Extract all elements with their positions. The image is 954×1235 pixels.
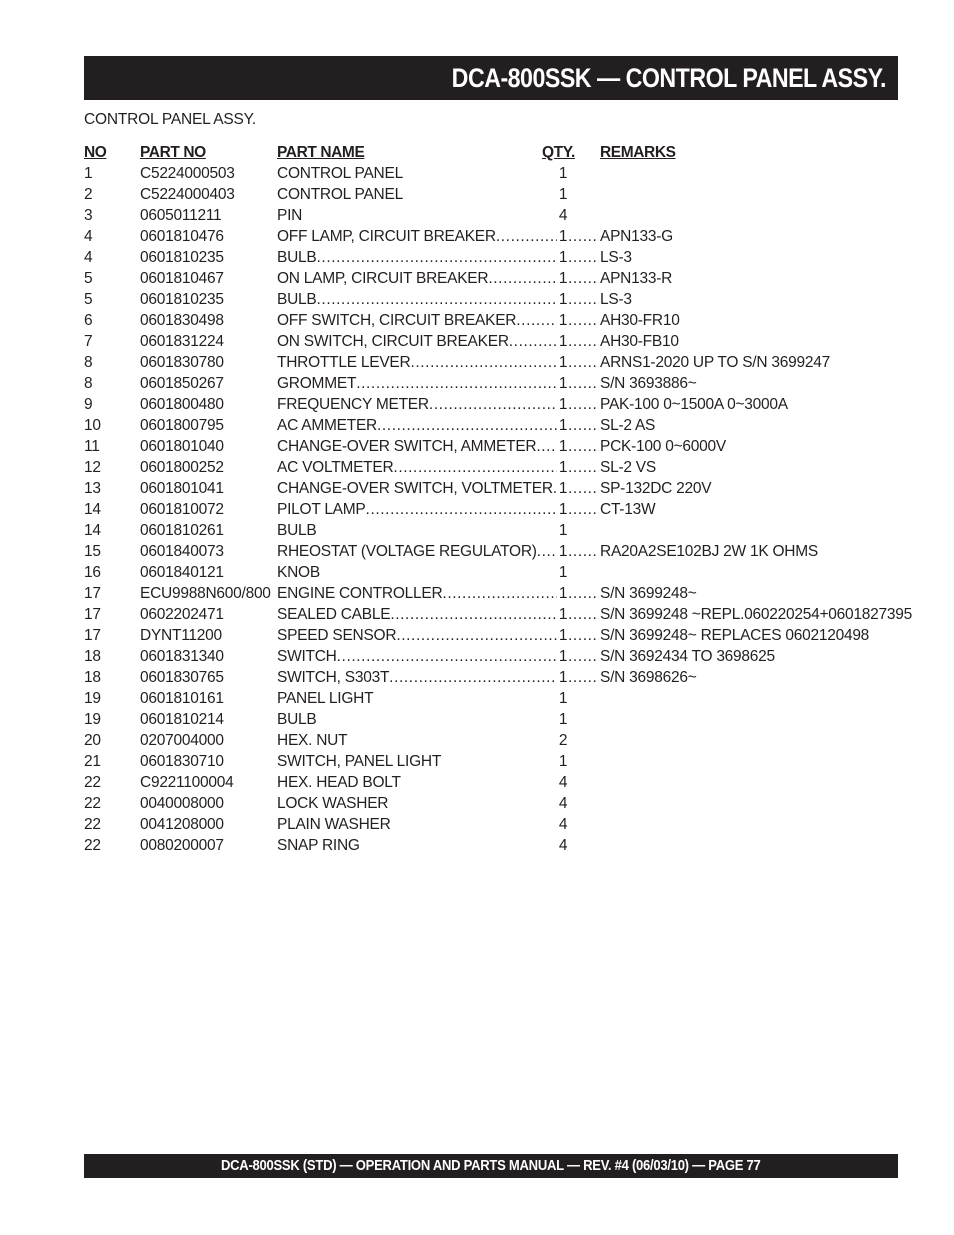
table-row (84, 772, 914, 793)
row-remarks: S/N 3699248~ (600, 585, 697, 602)
row-part-name-cell (277, 226, 557, 247)
page-title-bar (84, 56, 898, 100)
table-row (84, 520, 914, 541)
table-row (84, 751, 914, 772)
leader-dots (568, 415, 599, 436)
leader-dots (568, 436, 599, 457)
row-part-no: 0080200007 (140, 837, 224, 854)
row-no: 4 (84, 249, 93, 266)
row-no: 21 (84, 753, 101, 770)
row-part-name: SNAP RING (277, 837, 360, 854)
table-row (84, 730, 914, 751)
row-remarks: S/N 3699248 ~REPL.060220254+0601827395 (600, 606, 912, 623)
leader-dots (568, 625, 599, 646)
leader-dots (568, 247, 599, 268)
header-remarks: REMARKS (600, 144, 676, 161)
header-qty: QTY. (542, 144, 575, 161)
row-qty: 1 (558, 711, 568, 728)
row-part-name-cell (277, 163, 557, 184)
leader-dots (317, 247, 558, 268)
row-part-name-cell (277, 436, 557, 457)
row-part-no: 0601810467 (140, 270, 224, 287)
row-part-name-cell (277, 772, 557, 793)
header-part-name: PART NAME (277, 144, 365, 161)
row-qty: 1 (558, 480, 568, 497)
row-part-name-cell (277, 415, 557, 436)
leader-dots (568, 289, 599, 310)
row-no: 5 (84, 270, 93, 287)
row-part-name-cell (277, 646, 557, 667)
row-part-name-cell (277, 667, 557, 688)
row-part-no: 0601810214 (140, 711, 224, 728)
table-row (84, 625, 914, 646)
leader-dots (496, 226, 557, 247)
table-row (84, 583, 914, 604)
row-part-no: 0601810072 (140, 501, 224, 518)
table-row (84, 373, 914, 394)
row-no: 18 (84, 648, 101, 665)
section-heading: CONTROL PANEL ASSY. (84, 111, 256, 128)
row-part-name: PILOT LAMP (277, 501, 366, 518)
row-part-name: CHANGE-OVER SWITCH, VOLTMETER (277, 480, 553, 497)
row-part-name-cell (277, 625, 557, 646)
row-part-no: 0601801041 (140, 480, 224, 497)
row-qty: 1 (558, 354, 568, 371)
row-part-name-cell (277, 478, 557, 499)
row-part-name-cell (277, 205, 557, 226)
row-part-name: HEX. NUT (277, 732, 348, 749)
row-no: 19 (84, 690, 101, 707)
table-header-row (84, 142, 914, 163)
row-part-no: 0040008000 (140, 795, 224, 812)
leader-dots (568, 499, 599, 520)
leader-dots (568, 583, 599, 604)
leader-dots (568, 478, 599, 499)
row-part-name: BULB (277, 291, 317, 308)
row-remarks: S/N 3698626~ (600, 669, 697, 686)
table-row (84, 478, 914, 499)
table-row (84, 394, 914, 415)
row-part-name-cell (277, 394, 557, 415)
table-row (84, 457, 914, 478)
row-remarks: LS-3 (600, 249, 632, 266)
row-part-no: 0601810476 (140, 228, 224, 245)
table-row (84, 793, 914, 814)
row-no: 22 (84, 795, 101, 812)
table-row (84, 835, 914, 856)
row-part-name: OFF SWITCH, CIRCUIT BREAKER (277, 312, 517, 329)
leader-dots (536, 436, 557, 457)
row-qty: 1 (558, 522, 568, 539)
leader-dots (568, 268, 599, 289)
row-qty: 1 (558, 396, 568, 413)
row-part-name: LOCK WASHER (277, 795, 389, 812)
parts-table (84, 142, 914, 856)
header-part-no: PART NO (140, 144, 206, 161)
row-qty: 4 (558, 795, 568, 812)
row-part-no: C5224000403 (140, 186, 235, 203)
leader-dots (568, 541, 599, 562)
row-part-name-cell (277, 499, 557, 520)
row-no: 17 (84, 585, 101, 602)
row-part-no: 0601810235 (140, 249, 224, 266)
row-part-no: 0601810261 (140, 522, 224, 539)
table-row (84, 310, 914, 331)
row-part-no: DYNT11200 (140, 627, 222, 644)
row-qty: 1 (558, 606, 568, 623)
row-part-name-cell (277, 541, 557, 562)
row-remarks: SP-132DC 220V (600, 480, 712, 497)
row-qty: 1 (558, 249, 568, 266)
table-row (84, 247, 914, 268)
header-no: NO (84, 144, 107, 161)
row-qty: 1 (558, 165, 568, 182)
row-part-name: AC AMMETER (277, 417, 377, 434)
row-no: 1 (84, 165, 93, 182)
row-no: 18 (84, 669, 101, 686)
row-part-name: ON SWITCH, CIRCUIT BREAKER (277, 333, 509, 350)
row-part-no: 0601830498 (140, 312, 224, 329)
row-qty: 1 (558, 459, 568, 476)
row-remarks: AH30-FB10 (600, 333, 679, 350)
table-row (84, 184, 914, 205)
row-part-name-cell (277, 457, 557, 478)
leader-dots (393, 457, 557, 478)
row-part-name-cell (277, 835, 557, 856)
row-no: 22 (84, 774, 101, 791)
row-part-name-cell (277, 583, 557, 604)
table-row (84, 331, 914, 352)
row-qty: 1 (558, 417, 568, 434)
row-part-name: BULB (277, 249, 317, 266)
row-part-name: KNOB (277, 564, 320, 581)
row-no: 22 (84, 816, 101, 833)
page-title: DCA-800SSK — CONTROL PANEL ASSY. (451, 62, 886, 93)
row-qty: 4 (558, 207, 568, 224)
table-row (84, 688, 914, 709)
row-part-name-cell (277, 310, 557, 331)
leader-dots (568, 394, 599, 415)
row-part-no: 0601840121 (140, 564, 224, 581)
row-qty: 1 (558, 438, 568, 455)
table-row (84, 268, 914, 289)
row-part-name-cell (277, 184, 557, 205)
table-body (84, 163, 914, 856)
leader-dots (366, 499, 557, 520)
row-part-no: 0605011211 (140, 207, 222, 224)
leader-dots (317, 289, 558, 310)
row-qty: 1 (558, 270, 568, 287)
row-part-name: SWITCH, S303T (277, 669, 390, 686)
table-row (84, 205, 914, 226)
row-no: 9 (84, 396, 93, 413)
row-no: 20 (84, 732, 101, 749)
table-row (84, 562, 914, 583)
row-part-no: 0041208000 (140, 816, 224, 833)
leader-dots (568, 310, 599, 331)
row-part-name: SWITCH, PANEL LIGHT (277, 753, 442, 770)
row-part-name-cell (277, 331, 557, 352)
row-part-no: 0601800795 (140, 417, 224, 434)
row-part-name-cell (277, 730, 557, 751)
row-part-name-cell (277, 604, 557, 625)
row-part-name: PANEL LIGHT (277, 690, 374, 707)
leader-dots (516, 310, 557, 331)
row-part-no: C5224000503 (140, 165, 235, 182)
table-row (84, 499, 914, 520)
row-part-no: 0601810235 (140, 291, 224, 308)
row-remarks: S/N 3692434 TO 3698625 (600, 648, 775, 665)
leader-dots (537, 541, 557, 562)
row-part-name: FREQUENCY METER (277, 396, 429, 413)
row-qty: 1 (558, 312, 568, 329)
row-no: 4 (84, 228, 93, 245)
row-part-name: ENGINE CONTROLLER (277, 585, 443, 602)
table-row (84, 289, 914, 310)
row-qty: 1 (558, 291, 568, 308)
leader-dots (389, 667, 557, 688)
row-qty: 4 (558, 774, 568, 791)
row-part-name: BULB (277, 522, 317, 539)
row-part-no: 0602202471 (140, 606, 224, 623)
row-part-name: AC VOLTMETER (277, 459, 394, 476)
row-no: 6 (84, 312, 93, 329)
row-qty: 1 (558, 648, 568, 665)
leader-dots (390, 604, 557, 625)
leader-dots (568, 352, 599, 373)
table-row (84, 436, 914, 457)
row-qty: 1 (558, 690, 568, 707)
leader-dots (377, 415, 557, 436)
row-no: 2 (84, 186, 93, 203)
table-row (84, 709, 914, 730)
row-part-name-cell (277, 268, 557, 289)
row-part-no: 0601800252 (140, 459, 224, 476)
row-part-name: OFF LAMP, CIRCUIT BREAKER (277, 228, 496, 245)
row-part-name: BULB (277, 711, 317, 728)
row-part-name: CONTROL PANEL (277, 186, 403, 203)
row-remarks: S/N 3699248~ REPLACES 0602120498 (600, 627, 870, 644)
row-part-name-cell (277, 688, 557, 709)
row-part-no: 0601830710 (140, 753, 224, 770)
leader-dots (356, 373, 557, 394)
row-part-no: 0601831340 (140, 648, 224, 665)
leader-dots (337, 646, 557, 667)
row-part-name: CHANGE-OVER SWITCH, AMMETER (277, 438, 537, 455)
row-part-name-cell (277, 814, 557, 835)
row-qty: 1 (558, 585, 568, 602)
row-qty: 4 (558, 837, 568, 854)
row-remarks: CT-13W (600, 501, 656, 518)
leader-dots (509, 331, 557, 352)
row-no: 14 (84, 522, 101, 539)
row-part-no: C9221100004 (140, 774, 234, 791)
row-part-name: PIN (277, 207, 303, 224)
row-part-name-cell (277, 289, 557, 310)
row-remarks: S/N 3693886~ (600, 375, 697, 392)
row-qty: 1 (558, 375, 568, 392)
row-qty: 1 (558, 564, 568, 581)
row-part-no: 0601801040 (140, 438, 224, 455)
row-part-name-cell (277, 562, 557, 583)
row-no: 10 (84, 417, 101, 434)
leader-dots (553, 478, 557, 499)
table-row (84, 226, 914, 247)
row-part-no: 0601830780 (140, 354, 224, 371)
row-part-name: ON LAMP, CIRCUIT BREAKER (277, 270, 489, 287)
row-no: 17 (84, 627, 101, 644)
row-qty: 1 (558, 333, 568, 350)
row-part-no: 0601840073 (140, 543, 224, 560)
leader-dots (410, 352, 557, 373)
row-part-name-cell (277, 793, 557, 814)
row-qty: 2 (558, 732, 568, 749)
table-row (84, 646, 914, 667)
row-no: 13 (84, 480, 101, 497)
row-part-name: RHEOSTAT (VOLTAGE REGULATOR) (277, 543, 537, 560)
row-part-name-cell (277, 352, 557, 373)
row-no: 17 (84, 606, 101, 623)
row-remarks: ARNS1-2020 UP TO S/N 3699247 (600, 354, 830, 371)
table-row (84, 415, 914, 436)
row-part-no: 0601850267 (140, 375, 224, 392)
row-part-no: ECU9988N600/800 (140, 585, 271, 602)
table-row (84, 667, 914, 688)
row-remarks: SL-2 AS (600, 417, 656, 434)
row-part-no: 0207004000 (140, 732, 224, 749)
row-no: 8 (84, 354, 93, 371)
leader-dots (568, 646, 599, 667)
row-part-name: SPEED SENSOR (277, 627, 397, 644)
row-no: 5 (84, 291, 93, 308)
table-row (84, 163, 914, 184)
leader-dots (568, 604, 599, 625)
row-part-name: HEX. HEAD BOLT (277, 774, 401, 791)
row-remarks: PAK-100 0~1500A 0~3000A (600, 396, 788, 413)
row-part-name: SWITCH (277, 648, 337, 665)
row-part-name-cell (277, 751, 557, 772)
table-row (84, 814, 914, 835)
row-no: 12 (84, 459, 101, 476)
leader-dots (442, 583, 557, 604)
row-qty: 1 (558, 543, 568, 560)
row-no: 22 (84, 837, 101, 854)
row-qty: 1 (558, 627, 568, 644)
row-no: 16 (84, 564, 101, 581)
table-row (84, 604, 914, 625)
row-remarks: AH30-FR10 (600, 312, 680, 329)
row-qty: 1 (558, 501, 568, 518)
row-no: 14 (84, 501, 101, 518)
row-no: 19 (84, 711, 101, 728)
row-part-name: PLAIN WASHER (277, 816, 391, 833)
row-no: 15 (84, 543, 101, 560)
row-remarks: LS-3 (600, 291, 632, 308)
row-qty: 1 (558, 669, 568, 686)
table-row (84, 352, 914, 373)
row-remarks: SL-2 VS (600, 459, 656, 476)
row-part-name: THROTTLE LEVER (277, 354, 411, 371)
row-no: 8 (84, 375, 93, 392)
row-part-name-cell (277, 709, 557, 730)
footer-bar (84, 1154, 898, 1178)
row-part-name-cell (277, 520, 557, 541)
row-part-no: 0601810161 (140, 690, 224, 707)
row-part-name-cell (277, 373, 557, 394)
row-part-name: CONTROL PANEL (277, 165, 403, 182)
table-row (84, 541, 914, 562)
leader-dots (568, 331, 599, 352)
footer-text: DCA-800SSK (STD) — OPERATION AND PARTS MANUAL — REV. #4 (06/03/10) — PAGE 77 (221, 1158, 761, 1174)
row-qty: 4 (558, 816, 568, 833)
row-qty: 1 (558, 186, 568, 203)
leader-dots (568, 667, 599, 688)
row-part-no: 0601800480 (140, 396, 224, 413)
row-part-name: GROMMET (277, 375, 357, 392)
row-qty: 1 (558, 753, 568, 770)
leader-dots (396, 625, 557, 646)
row-no: 11 (84, 438, 100, 455)
row-remarks: PCK-100 0~6000V (600, 438, 726, 455)
row-part-name: SEALED CABLE (277, 606, 391, 623)
row-qty: 1 (558, 228, 568, 245)
leader-dots (429, 394, 557, 415)
row-remarks: APN133-G (600, 228, 673, 245)
row-remarks: RA20A2SE102BJ 2W 1K OHMS (600, 543, 818, 560)
row-part-no: 0601831224 (140, 333, 224, 350)
leader-dots (488, 268, 557, 289)
row-no: 3 (84, 207, 93, 224)
leader-dots (568, 226, 599, 247)
row-no: 7 (84, 333, 93, 350)
leader-dots (568, 457, 599, 478)
row-part-name-cell (277, 247, 557, 268)
leader-dots (568, 373, 599, 394)
row-part-no: 0601830765 (140, 669, 224, 686)
row-remarks: APN133-R (600, 270, 673, 287)
